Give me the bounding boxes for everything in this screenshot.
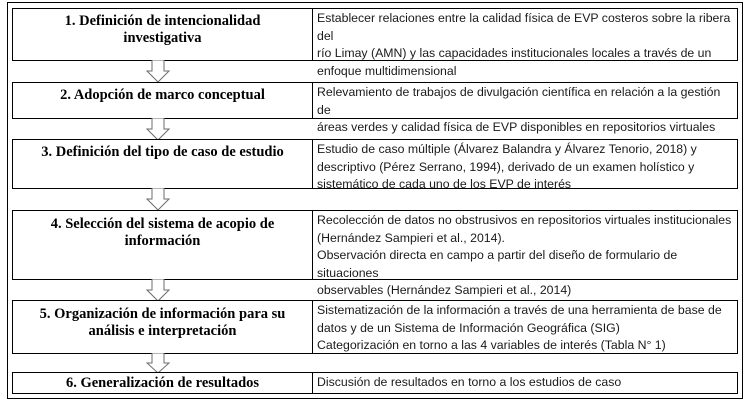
step-6-description: Discusión de resultados en torno a los estudios de caso <box>317 375 622 389</box>
down-arrow-icon <box>146 353 170 374</box>
down-arrow-icon <box>146 188 170 211</box>
step-6-title: 6. Generalización de resultados <box>13 373 313 393</box>
step-5-title: 5. Organización de información para su análisis e interpretación <box>13 301 313 353</box>
step-4-description: Recolección de datos no obstrusivos en repositorios virtuales institucionales (Hernández Sampieri et al., 2014). Observación directa en campo a partir del diseño de formulario de situaciones observables (Hernández Sampieri et al., 2014) <box>317 213 732 297</box>
step-4-row <box>12 210 738 297</box>
step-1-description: Establecer relaciones entre la calidad física de EVP costeros sobre la ribera del río Limay (AMN) y las capacidades institucionales locales a través de un enfoque multidimensional <box>317 11 731 78</box>
down-arrow-icon <box>146 60 170 83</box>
step-2-row <box>12 82 738 134</box>
step-5-row <box>12 300 738 354</box>
step-5-description: Sistematización de la información a través de una herramienta de base de datos y de un Sistema de Información Geográfica (SIG) Categorización en torno a las 4 variables de interés (Tabla N° 1) <box>317 303 722 352</box>
down-arrow-icon <box>146 118 170 141</box>
step-4-title: 4. Selección del sistema de acopio de información <box>13 211 313 279</box>
step-1-row <box>12 8 738 78</box>
step-3-description: Estudio de caso múltiple (Álvarez Balandra y Álvarez Tenorio, 2018) y descriptivo (Pérez Serrano, 1994), derivado de un examen holístico y sistemático de cada uno de los EVP de interés <box>317 142 697 191</box>
down-arrow-icon <box>146 279 170 302</box>
step-3-row <box>12 139 738 189</box>
step-1-title: 1. Definición de intencionalidad investigativa <box>13 9 313 60</box>
step-2-description: Relevamiento de trabajos de divulgación científica en relación a la gestión de áreas verdes y calidad física de EVP disponibles en repositorios virtuales <box>317 85 721 134</box>
step-3-title: 3. Definición del tipo de caso de estudio <box>13 140 313 188</box>
step-2-title: 2. Adopción de marco conceptual <box>13 83 313 118</box>
step-6-row <box>12 372 738 394</box>
